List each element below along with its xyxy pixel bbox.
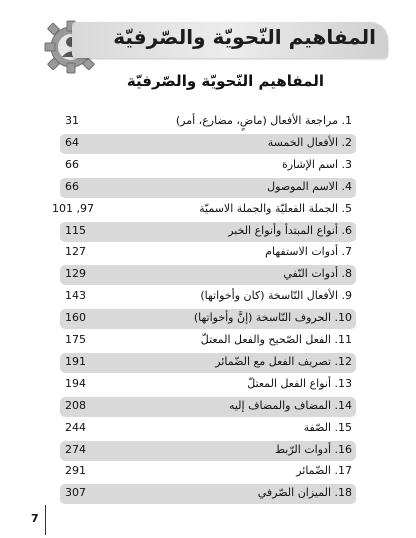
toc-entry-title: 10. الحروف النّاسخة (إنَّ وأخواتها): [193, 311, 352, 325]
toc-row[interactable]: [60, 397, 356, 417]
toc-row[interactable]: [60, 309, 356, 329]
toc-entry-title: 13. أنواع الفعل المعتلّ: [247, 376, 352, 390]
toc-entry-title: 16. أدوات الرّبط: [274, 442, 352, 456]
toc-row[interactable]: [60, 419, 356, 439]
toc-entry-page: 194: [65, 376, 86, 390]
toc-entry-page: 274: [65, 442, 86, 456]
toc-entry-title: 5. الجملة الفعليّة والجملة الاسميّة: [199, 201, 352, 215]
toc-entry-page: 101 ,97: [52, 201, 94, 215]
toc-entry-page: 208: [65, 398, 86, 412]
toc-entry-page: 31: [65, 114, 79, 127]
toc-entry-title: 11. الفعل الصّحيح والفعل المعتلّ: [200, 333, 352, 346]
toc-row[interactable]: [60, 331, 356, 351]
toc-entry-title: 15. الصّفة: [303, 420, 352, 434]
toc-row[interactable]: [52, 200, 356, 220]
toc-entry-page: 66: [65, 157, 79, 171]
toc-entry-page: 244: [65, 420, 86, 434]
toc-entry-title: 18. الميزان الصّرفي: [257, 486, 352, 500]
toc-entry-page: 307: [65, 486, 86, 500]
toc-row[interactable]: [60, 134, 356, 154]
toc-entry-page: 143: [65, 289, 86, 303]
toc-entry-page: 64: [65, 135, 79, 149]
toc-row[interactable]: [60, 287, 356, 307]
section-subtitle: المفاهيم النّحويّة والصّرفيّة: [126, 72, 324, 90]
toc-row[interactable]: [60, 222, 356, 242]
toc-entry-page: 191: [65, 354, 86, 368]
toc-row[interactable]: [60, 441, 356, 461]
toc-entry-page: 291: [65, 464, 86, 478]
toc-entry-title: 9. الأفعال النّاسخة (كان وأخواتها): [200, 289, 352, 303]
toc-entry-title: 12. تصريف الفعل مع الضّمائر: [215, 354, 352, 368]
toc-entry-title: 6. أنواع المبتدأ وأنواع الخبر: [228, 223, 352, 237]
toc-entry-page: 160: [65, 311, 86, 325]
toc-row[interactable]: [60, 462, 356, 482]
toc-entry-title: 4. الاسم الموصول: [267, 179, 352, 193]
header-banner: [72, 22, 388, 58]
toc-entry-title: 17. الضّمائر: [296, 464, 352, 478]
toc-entry-title: 7. أدوات الاستفهام: [265, 245, 352, 259]
toc-entry-title: 1. مراجعة الأفعال (ماضٍ، مضارع، أمر): [175, 114, 352, 127]
toc-row[interactable]: [60, 243, 356, 263]
page-number: 7: [31, 512, 39, 525]
toc-entry-page: 175: [65, 333, 86, 346]
toc-row[interactable]: [60, 375, 356, 395]
page-number-divider: [45, 505, 46, 535]
toc-row[interactable]: [60, 112, 356, 132]
toc-row[interactable]: [60, 353, 356, 373]
toc-entry-title: 2. الأفعال الخمسة: [267, 135, 352, 149]
toc-entry-title: 8. أدوات النّفي: [283, 267, 352, 281]
toc-entry-page: 129: [65, 267, 86, 281]
toc-entry-page: 115: [65, 223, 86, 237]
toc-row[interactable]: [60, 484, 356, 504]
toc-entry-title: 14. المضاف والمضاف إليه: [228, 398, 352, 412]
banner-title: المفاهيم النّحويّة والصّرفيّة: [113, 25, 376, 49]
toc-entry-page: 66: [65, 179, 79, 193]
toc-row[interactable]: [60, 265, 356, 285]
toc-row[interactable]: [60, 178, 356, 198]
toc-row[interactable]: [60, 156, 356, 176]
toc-entry-page: 127: [65, 245, 86, 259]
toc-entry-title: 3. اسم الإشارة: [281, 157, 352, 171]
